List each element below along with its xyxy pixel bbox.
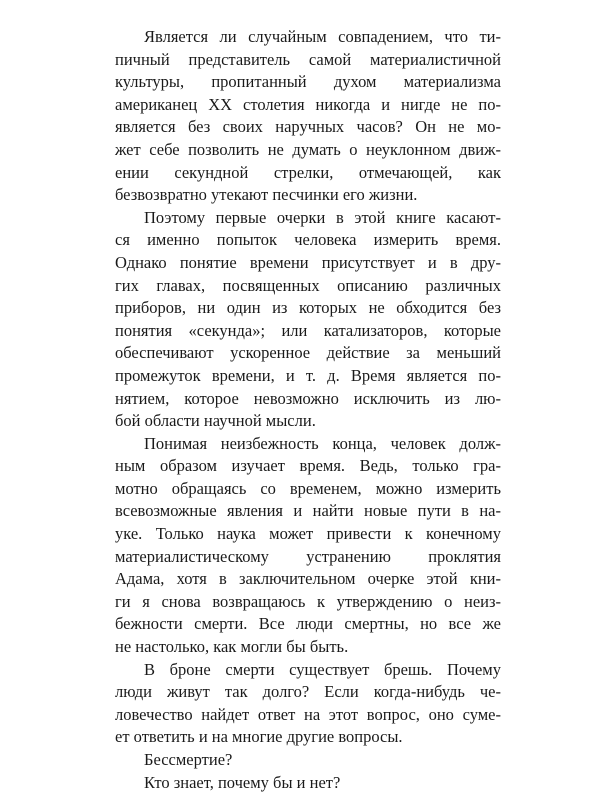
text-line: является без своих наручных часов? Он не мо- xyxy=(115,117,501,137)
paragraph xyxy=(115,772,501,794)
text-line: нятием, которое невозможно исключить из лю- xyxy=(115,388,501,408)
text-line: ет ответить и на многие другие вопросы. xyxy=(115,727,403,747)
text-line: безвозвратно утекают песчинки его жизни. xyxy=(115,185,418,205)
text-line: ся именно попыток человека измерить время. xyxy=(115,230,501,250)
text-line: обеспечивают ускоренное действие за меньший xyxy=(115,343,501,363)
text-line: понятия «секунда»; или катализаторов, которые xyxy=(115,320,501,340)
text-line: Является ли случайным совпадением, что ти- xyxy=(144,27,501,46)
text-line: ги я снова возвращаюсь к утверждению о неиз- xyxy=(115,591,501,611)
paragraph xyxy=(115,207,501,433)
text-line: жет себе позволить не думать о неуклонном движ- xyxy=(115,139,501,159)
paragraph xyxy=(115,659,501,749)
text-line: материалистическому устранению проклятия xyxy=(115,546,501,566)
text-line: приборов, ни один из которых не обходится без xyxy=(115,298,501,318)
text-line: В броне смерти существует брешь. Почему xyxy=(144,659,501,679)
paragraph xyxy=(115,433,501,659)
text-line: не настолько, как могли бы быть. xyxy=(115,637,349,657)
text-line: Бессмертие? xyxy=(144,750,233,769)
text-line: всевозможные явления и найти новые пути в на- xyxy=(115,501,501,521)
text-line: пичный представитель самой материалистичной xyxy=(115,49,501,69)
text-line: промежуток времени, и т. д. Время является по- xyxy=(115,365,501,385)
text-line: культуры, пропитанный духом материализма xyxy=(115,72,501,92)
text-line: бой области научной мысли. xyxy=(115,411,316,431)
text-line: уке. Только наука может привести к конечному xyxy=(115,524,501,544)
text-line: Поэтому первые очерки в этой книге касают- xyxy=(144,207,501,227)
text-line: бежности смерти. Все люди смертны, но все же xyxy=(115,614,501,634)
text-line: Однако понятие времени присутствует и в дру- xyxy=(115,252,501,272)
text-line: ении секундной стрелки, отмечающей, как xyxy=(115,162,501,182)
page-body xyxy=(115,26,501,794)
text-line: Адама, хотя в заключительном очерке этой кни- xyxy=(115,569,501,589)
paragraph xyxy=(115,26,501,207)
text-line: ным образом изучает время. Ведь, только гра- xyxy=(115,456,501,476)
text-line: люди живут так долго? Если когда-нибудь че- xyxy=(115,682,501,702)
text-line: мотно обращаясь со временем, можно измерить xyxy=(115,478,501,498)
text-line: Понимая неизбежность конца, человек долж- xyxy=(144,433,501,453)
text-line: американец XX столетия никогда и нигде не по- xyxy=(115,94,501,114)
paragraph xyxy=(115,749,501,772)
text-line: ловечество найдет ответ на этот вопрос, оно суме- xyxy=(115,704,501,724)
text-line: гих главах, посвященных описанию различных xyxy=(115,275,501,295)
text-line: Кто знает, почему бы и нет? xyxy=(144,772,341,792)
